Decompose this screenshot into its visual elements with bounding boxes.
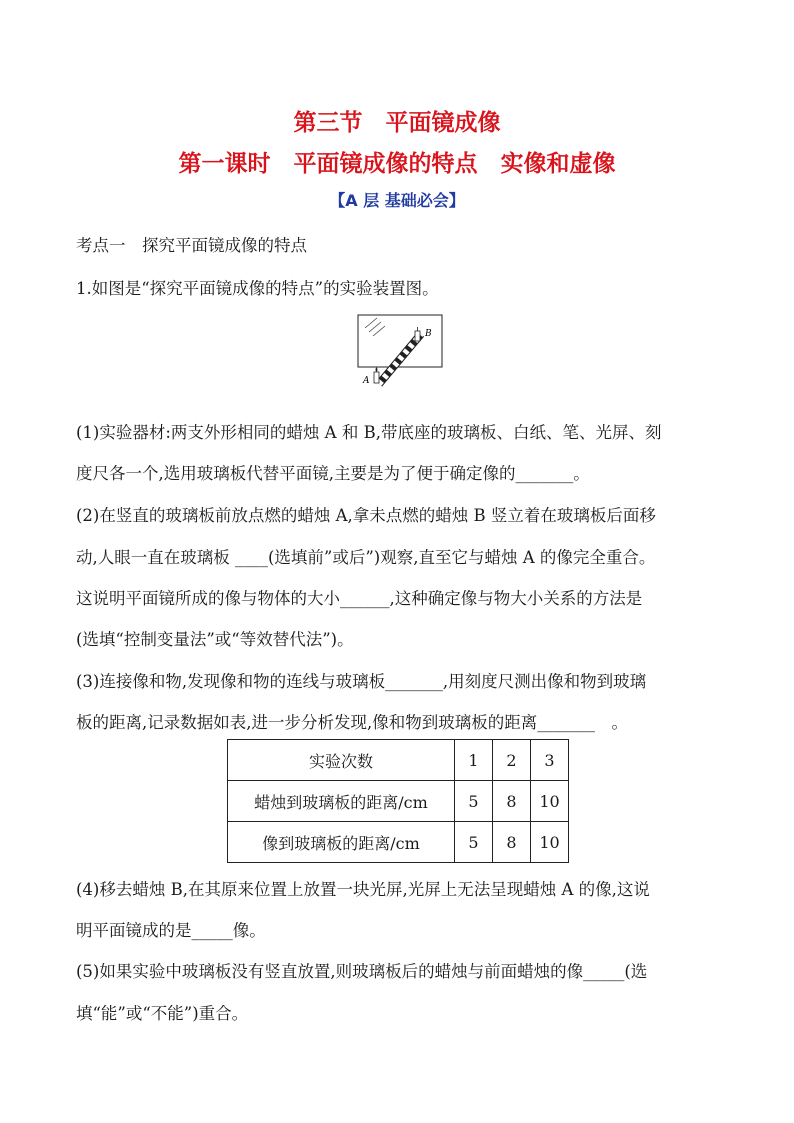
table-cell: 10 [531, 781, 569, 822]
table-header-cell: 2 [493, 740, 531, 781]
part1-line2: 度尺各一个,选用玻璃板代替平面镜,主要是为了便于确定像的_______。 [76, 464, 590, 483]
part5-line1: (5)如果实验中玻璃板没有竖直放置,则玻璃板后的蜡烛与前面蜡烛的像_____(选 [76, 962, 648, 981]
table-cell: 5 [455, 822, 493, 863]
label-b: B [425, 329, 432, 339]
table-row [228, 781, 569, 822]
part2-line1: (2)在竖直的玻璃板前放点燃的蜡烛 A,拿未点燃的蜡烛 B 竖立着在玻璃板后面移 [76, 506, 656, 525]
topic-heading: 考点一 探究平面镜成像的特点 [76, 236, 307, 255]
table-header-cell: 实验次数 [228, 740, 455, 781]
question-intro: 1.如图是“探究平面镜成像的特点”的实验装置图。 [76, 279, 439, 298]
data-table [227, 739, 569, 863]
section-title: 第三节 平面镜成像 [293, 110, 501, 136]
table-cell: 5 [455, 781, 493, 822]
lesson-title: 第一课时 平面镜成像的特点 实像和虚像 [178, 151, 616, 177]
table-cell: 10 [531, 822, 569, 863]
experiment-figure [355, 312, 445, 388]
table-cell: 蜡烛到玻璃板的距离/cm [228, 781, 455, 822]
part4-line2: 明平面镜成的是_____像。 [76, 921, 266, 940]
table-header-cell: 1 [455, 740, 493, 781]
table-cell: 8 [493, 781, 531, 822]
part2-line4: (选填“控制变量法”或“等效替代法”)。 [76, 630, 354, 649]
part3-line2: 板的距离,记录数据如表,进一步分析发现,像和物到玻璃板的距离_______ 。 [76, 713, 628, 732]
label-a: A [363, 376, 370, 386]
candle-a-icon [374, 367, 379, 383]
part3-line1: (3)连接像和物,发现像和物的连线与玻璃板_______,用刻度尺测出像和物到玻璃 [76, 672, 647, 691]
table-cell: 8 [493, 822, 531, 863]
part1-line1: (1)实验器材:两支外形相同的蜡烛 A 和 B,带底座的玻璃板、白纸、笔、光屏、刻 [76, 423, 662, 442]
part5-line2: 填“能”或“不能”)重合。 [76, 1004, 249, 1023]
table-header-row [228, 740, 569, 781]
table-row [228, 822, 569, 863]
table-cell: 像到玻璃板的距离/cm [228, 822, 455, 863]
part4-line1: (4)移去蜡烛 B,在其原来位置上放置一块光屏,光屏上无法呈现蜡烛 A 的像,这说 [76, 880, 650, 899]
part2-line3: 这说明平面镜所成的像与物体的大小______,这种确定像与物大小关系的方法是 [76, 589, 643, 608]
table-header-cell: 3 [531, 740, 569, 781]
level-label: 【A 层 基础必会】 [329, 191, 465, 210]
part2-line2: 动,人眼一直在玻璃板 ____(选填前”或后”)观察,直至它与蜡烛 A 的像完全重合。 [76, 548, 656, 567]
